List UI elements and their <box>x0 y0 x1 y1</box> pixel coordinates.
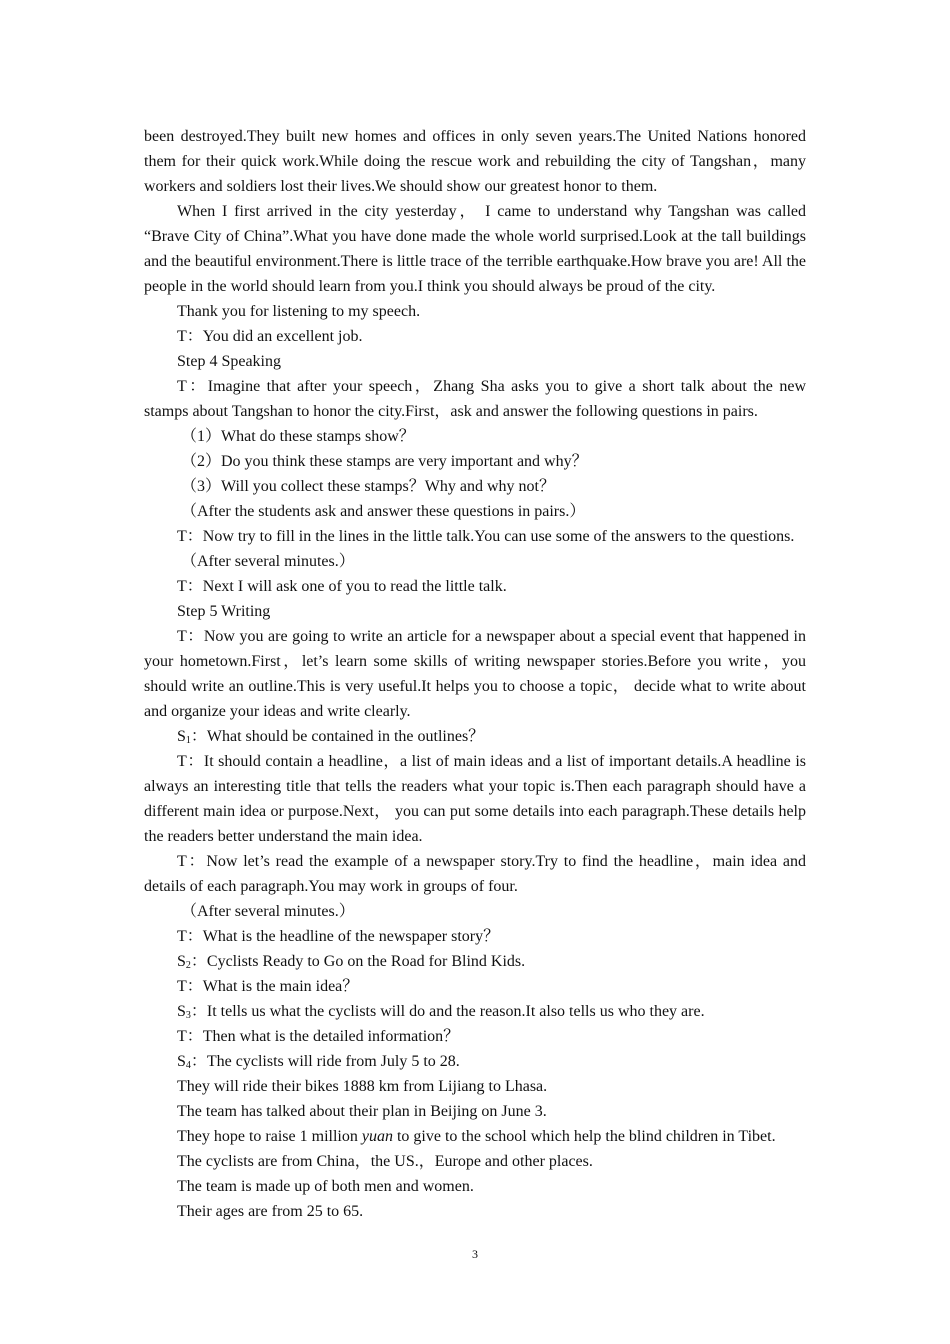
student-line: $S_1$：What should be contained in the outlines？ <box>177 728 485 746</box>
teacher-line: T：Then what is the detailed information？ <box>177 1028 460 1045</box>
teacher-line: T：Now you are going to write an article for a newspaper about a special event that happened in your hometown.First，let’s learn some skills of writing newspaper stories.Before you write，you should write an outline.This is very useful.It helps you to choose a topic， decide what to write about and organize your ideas and write clearly. <box>144 628 806 720</box>
teacher-line: T：Now try to fill in the lines in the little talk.You can use some of the answers to the questions. <box>177 528 795 545</box>
detail-line: The team is made up of both men and women. <box>177 1178 474 1195</box>
paragraph: been destroyed.They built new homes and offices in only seven years.The United Nations honored them for their quick work.While doing the rescue work and rebuilding the city of Tangshan，many workers and soldiers lost their lives.We should show our greatest honor to them. <box>144 128 806 195</box>
question-item: （3）Will you collect these stamps？Why and why not？ <box>181 478 555 495</box>
page-number: 3 <box>472 1247 478 1261</box>
step-heading: Step 4 Speaking <box>177 353 281 370</box>
detail-line: Their ages are from 25 to 65. <box>177 1203 364 1220</box>
question-item: （2）Do you think these stamps are very important and why？ <box>181 453 588 470</box>
teacher-line: T：What is the headline of the newspaper story？ <box>177 928 500 945</box>
teacher-line: T：It should contain a headline，a list of main ideas and a list of important details.A headline is always an interesting title that tells the readers what your topic is.Then each paragraph should have a different main idea or purpose.Next， you can put some details into each paragraph.These details help the readers better understand the main idea. <box>144 753 806 845</box>
stage-direction: （After the students ask and answer these questions in pairs.） <box>181 503 586 520</box>
paragraph: When I first arrived in the city yesterday， I came to understand why Tangshan was called “Brave City of China”.What you have done made the whole world surprised.Look at the tall buildings and the beautiful environment.There is little trace of the terrible earthquake.How brave you are! All the people in the world should learn from you.I think you should always be proud of the city. <box>144 203 806 295</box>
detail-line: They will ride their bikes 1888 km from Lijiang to Lhasa. <box>177 1078 548 1095</box>
teacher-line: T：Imagine that after your speech，Zhang Sha asks you to give a short talk about the new stamps about Tangshan to honor the city.First，ask and answer the following questions in pairs. <box>144 378 806 420</box>
question-item: （1）What do these stamps show？ <box>181 428 415 445</box>
lesson-plan-body <box>144 124 806 1224</box>
teacher-line: T：Now let’s read the example of a newspaper story.Try to find the headline，main idea and details of each paragraph.You may work in groups of four. <box>144 853 806 895</box>
detail-line: The cyclists are from China，the US.，Europe and other places. <box>177 1153 593 1170</box>
student-line: $S_4$：The cyclists will ride from July 5 to 28. <box>177 1053 460 1071</box>
student-line: $S_2$：Cyclists Ready to Go on the Road for Blind Kids. <box>177 953 526 971</box>
stage-direction: （After several minutes.） <box>181 553 355 570</box>
student-line: $S_3$：It tells us what the cyclists will do and the reason.It also tells us who they are. <box>177 1003 705 1021</box>
paragraph: Thank you for listening to my speech. <box>177 303 421 320</box>
teacher-line: T：You did an excellent job. <box>177 328 363 345</box>
detail-line: The team has talked about their plan in Beijing on June 3. <box>177 1103 547 1120</box>
teacher-line: T：Next I will ask one of you to read the little talk. <box>177 578 507 595</box>
detail-line: They hope to raise 1 million yuan to give to the school which help the blind children in Tibet. <box>177 1128 776 1145</box>
teacher-line: T：What is the main idea？ <box>177 978 359 995</box>
stage-direction: （After several minutes.） <box>181 903 355 920</box>
step-heading: Step 5 Writing <box>177 603 271 620</box>
